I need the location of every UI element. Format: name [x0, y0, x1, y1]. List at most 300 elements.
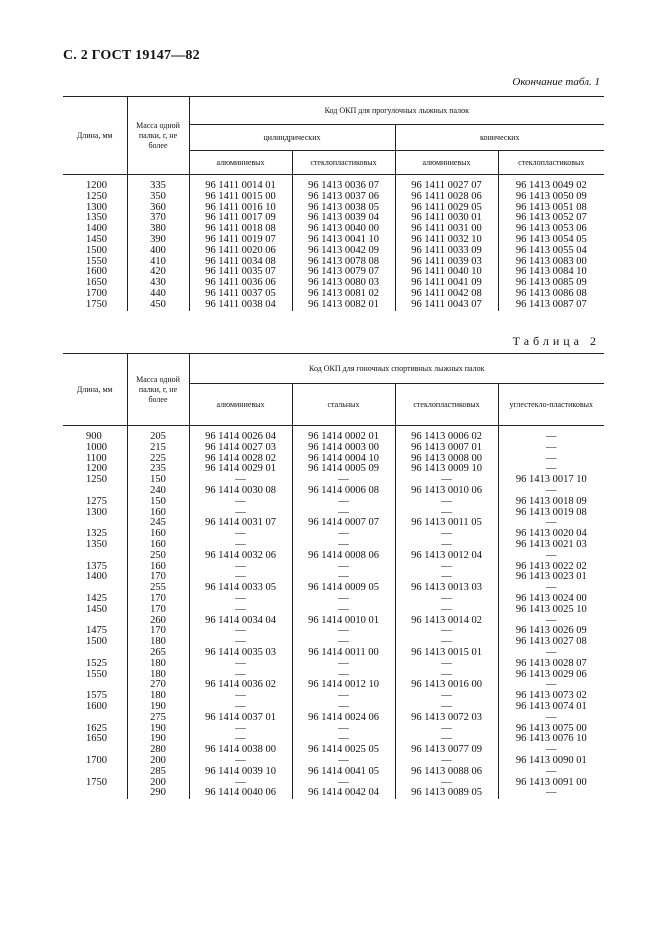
mass-cell: 255: [127, 583, 189, 594]
okp-code-cell: 96 1411 0042 08: [395, 289, 498, 300]
okp-code-cell: —: [292, 778, 395, 789]
okp-code-cell: 96 1414 0025 05: [292, 745, 395, 756]
okp-code-cell: 96 1411 0019 07: [189, 235, 292, 246]
okp-code-cell: 96 1413 0050 09: [498, 192, 604, 203]
okp-code-cell: —: [189, 475, 292, 486]
mass-cell: 170: [127, 605, 189, 616]
mass-cell: 180: [127, 637, 189, 648]
okp-code-cell: 96 1413 0010 06: [395, 486, 498, 497]
okp-code-cell: 96 1411 0018 08: [189, 224, 292, 235]
table1-continuation-note: Окончание табл. 1: [512, 76, 600, 88]
okp-code-cell: —: [189, 724, 292, 735]
mass-cell: 200: [127, 756, 189, 767]
okp-code-cell: 96 1413 0053 06: [498, 224, 604, 235]
okp-code-cell: —: [189, 497, 292, 508]
okp-code-cell: 96 1414 0008 06: [292, 551, 395, 562]
okp-code-cell: 96 1413 0024 00: [498, 594, 604, 605]
mass-cell: 160: [127, 540, 189, 551]
okp-code-cell: 96 1414 0042 04: [292, 788, 395, 799]
length-cell: 1375: [86, 560, 107, 572]
mass-cell: 180: [127, 659, 189, 670]
table2-body: [63, 426, 604, 800]
okp-code-cell: 96 1414 0002 01: [292, 426, 395, 443]
okp-code-cell: 96 1411 0040 10: [395, 267, 498, 278]
okp-code-cell: 96 1413 0012 04: [395, 551, 498, 562]
length-cell: 1250: [86, 190, 107, 202]
okp-code-cell: —: [292, 605, 395, 616]
okp-code-cell: —: [395, 508, 498, 519]
length-cell: 1000: [86, 441, 107, 453]
table1-body: [63, 175, 604, 311]
length-cell: 1650: [86, 733, 107, 745]
okp-code-cell: —: [498, 583, 604, 594]
length-cell: 1300: [86, 201, 107, 213]
mass-cell: 335: [127, 175, 189, 192]
okp-code-cell: —: [395, 637, 498, 648]
okp-code-cell: —: [395, 734, 498, 745]
t2-col-fiberglass: стеклопластиковых: [395, 384, 498, 426]
length-cell: 1400: [86, 223, 107, 235]
okp-code-cell: —: [498, 713, 604, 724]
mass-cell: 380: [127, 224, 189, 235]
okp-code-cell: —: [395, 562, 498, 573]
mass-cell: 200: [127, 778, 189, 789]
okp-code-cell: 96 1413 0018 09: [498, 497, 604, 508]
table-row: [63, 300, 604, 311]
length-cell: 1750: [86, 776, 107, 788]
okp-code-cell: —: [498, 648, 604, 659]
table-row: [63, 551, 604, 562]
t1-col-cyl-fiberglass: стеклопластиковых: [292, 151, 395, 175]
okp-code-cell: 96 1413 0028 07: [498, 659, 604, 670]
length-cell: [63, 713, 127, 724]
okp-code-cell: —: [292, 637, 395, 648]
okp-code-cell: —: [292, 475, 395, 486]
length-cell: 1575: [86, 690, 107, 702]
okp-code-cell: 96 1414 0041 05: [292, 767, 395, 778]
okp-code-cell: —: [189, 691, 292, 702]
okp-code-cell: 96 1413 0088 06: [395, 767, 498, 778]
okp-code-cell: 96 1413 0037 06: [292, 192, 395, 203]
okp-code-cell: —: [395, 594, 498, 605]
mass-cell: 370: [127, 213, 189, 224]
okp-code-cell: 96 1413 0078 08: [292, 257, 395, 268]
okp-code-cell: 96 1413 0082 01: [292, 300, 395, 311]
okp-code-cell: 96 1411 0029 05: [395, 203, 498, 214]
okp-code-cell: 96 1413 0015 01: [395, 648, 498, 659]
mass-cell: 390: [127, 235, 189, 246]
mass-cell: 225: [127, 454, 189, 465]
table-row: [63, 443, 604, 454]
okp-code-cell: —: [189, 562, 292, 573]
length-cell: 1250: [86, 474, 107, 486]
length-cell: 1700: [86, 287, 107, 299]
mass-cell: 150: [127, 497, 189, 508]
okp-code-cell: 96 1411 0035 07: [189, 267, 292, 278]
okp-code-cell: —: [292, 594, 395, 605]
t2-group-title: Код ОКП для гоночных спортивных лыжных палок: [189, 354, 604, 384]
okp-code-cell: —: [189, 626, 292, 637]
okp-code-cell: 96 1414 0026 04: [189, 426, 292, 443]
okp-code-cell: 96 1414 0012 10: [292, 680, 395, 691]
okp-code-cell: 96 1411 0036 06: [189, 278, 292, 289]
mass-cell: 150: [127, 475, 189, 486]
okp-code-cell: 96 1413 0029 06: [498, 670, 604, 681]
okp-code-cell: 96 1413 0020 04: [498, 529, 604, 540]
mass-cell: 160: [127, 562, 189, 573]
mass-cell: 270: [127, 680, 189, 691]
length-cell: 1550: [86, 668, 107, 680]
okp-code-cell: 96 1414 0007 07: [292, 518, 395, 529]
table-row: [63, 426, 604, 443]
length-cell: 1200: [86, 463, 107, 475]
okp-code-cell: 96 1411 0043 07: [395, 300, 498, 311]
mass-cell: 190: [127, 734, 189, 745]
okp-code-cell: —: [292, 572, 395, 583]
okp-code-cell: 96 1413 0011 05: [395, 518, 498, 529]
length-cell: 1475: [86, 625, 107, 637]
length-cell: 1625: [86, 722, 107, 734]
mass-cell: 430: [127, 278, 189, 289]
mass-cell: 180: [127, 691, 189, 702]
length-cell: 900: [86, 431, 102, 442]
okp-code-cell: 96 1414 0024 06: [292, 713, 395, 724]
table-row: [63, 175, 604, 192]
okp-code-cell: 96 1414 0028 02: [189, 454, 292, 465]
t1-sub-conical: конических: [395, 125, 604, 151]
okp-code-cell: 96 1413 0049 02: [498, 175, 604, 192]
table-row: [63, 605, 604, 616]
mass-cell: 450: [127, 300, 189, 311]
table-row: [63, 767, 604, 778]
okp-code-cell: —: [395, 626, 498, 637]
okp-code-cell: 96 1413 0019 08: [498, 508, 604, 519]
t1-col-con-aluminium: алюминиевых: [395, 151, 498, 175]
okp-code-cell: 96 1413 0072 03: [395, 713, 498, 724]
okp-code-cell: —: [292, 497, 395, 508]
okp-code-cell: 96 1413 0076 10: [498, 734, 604, 745]
okp-code-cell: 96 1413 0021 03: [498, 540, 604, 551]
okp-code-cell: 96 1413 0016 00: [395, 680, 498, 691]
okp-code-cell: —: [498, 767, 604, 778]
table2-title: Таблица 2: [512, 334, 600, 348]
okp-code-cell: 96 1413 0077 09: [395, 745, 498, 756]
okp-code-cell: 96 1413 0039 04: [292, 213, 395, 224]
okp-code-cell: 96 1413 0038 05: [292, 203, 395, 214]
okp-code-cell: —: [498, 788, 604, 799]
okp-code-cell: 96 1414 0027 03: [189, 443, 292, 454]
okp-code-cell: —: [189, 529, 292, 540]
okp-code-cell: —: [292, 756, 395, 767]
length-cell: 1100: [86, 452, 107, 464]
okp-code-cell: —: [395, 605, 498, 616]
mass-cell: 420: [127, 267, 189, 278]
t2-col-carbon-fiberglass: углестекло-пластиковых: [498, 384, 604, 426]
okp-code-cell: 96 1413 0006 02: [395, 426, 498, 443]
okp-code-cell: 96 1411 0031 00: [395, 224, 498, 235]
okp-code-cell: 96 1414 0035 03: [189, 648, 292, 659]
okp-code-cell: 96 1413 0090 01: [498, 756, 604, 767]
table-row: [63, 659, 604, 670]
okp-code-cell: —: [395, 540, 498, 551]
okp-code-cell: 96 1414 0004 10: [292, 454, 395, 465]
t1-sub-cylindrical: цилиндрических: [189, 125, 395, 151]
okp-code-cell: 96 1413 0007 01: [395, 443, 498, 454]
mass-cell: 400: [127, 246, 189, 257]
okp-code-cell: 96 1414 0039 10: [189, 767, 292, 778]
okp-code-cell: —: [292, 734, 395, 745]
okp-code-cell: 96 1411 0034 08: [189, 257, 292, 268]
okp-code-cell: 96 1411 0030 01: [395, 213, 498, 224]
length-cell: 1400: [86, 571, 107, 583]
mass-cell: 250: [127, 551, 189, 562]
okp-code-cell: —: [292, 702, 395, 713]
okp-code-cell: 96 1413 0075 00: [498, 724, 604, 735]
table-row: [63, 788, 604, 799]
okp-code-cell: 96 1414 0033 05: [189, 583, 292, 594]
page-header: С. 2 ГОСТ 19147—82: [63, 48, 200, 63]
okp-code-cell: 96 1413 0089 05: [395, 788, 498, 799]
okp-code-cell: 96 1411 0016 10: [189, 203, 292, 214]
okp-code-cell: 96 1414 0031 07: [189, 518, 292, 529]
okp-code-cell: —: [395, 670, 498, 681]
t2-col-mass: Масса одной палки, г, не более: [127, 354, 189, 426]
length-cell: 1600: [86, 266, 107, 278]
okp-code-cell: —: [498, 616, 604, 627]
length-cell: 1700: [86, 754, 107, 766]
mass-cell: 170: [127, 594, 189, 605]
length-cell: 1600: [86, 700, 107, 712]
okp-code-cell: —: [498, 443, 604, 454]
okp-code-cell: 96 1414 0010 01: [292, 616, 395, 627]
okp-code-cell: 96 1413 0022 02: [498, 562, 604, 573]
okp-code-cell: 96 1413 0036 07: [292, 175, 395, 192]
okp-code-cell: —: [395, 702, 498, 713]
okp-code-cell: 96 1414 0036 02: [189, 680, 292, 691]
okp-code-cell: —: [189, 540, 292, 551]
mass-cell: 205: [127, 426, 189, 443]
okp-code-cell: —: [498, 518, 604, 529]
okp-code-cell: —: [395, 497, 498, 508]
okp-code-cell: —: [292, 670, 395, 681]
mass-cell: 275: [127, 713, 189, 724]
length-cell: [63, 788, 127, 799]
okp-code-cell: 96 1413 0054 05: [498, 235, 604, 246]
okp-code-cell: —: [189, 572, 292, 583]
okp-code-cell: 96 1411 0033 09: [395, 246, 498, 257]
mass-cell: 440: [127, 289, 189, 300]
okp-code-cell: 96 1413 0013 03: [395, 583, 498, 594]
table-row: [63, 713, 604, 724]
mass-cell: 235: [127, 464, 189, 475]
okp-code-cell: —: [498, 680, 604, 691]
okp-code-cell: —: [189, 637, 292, 648]
okp-code-cell: 96 1413 0025 10: [498, 605, 604, 616]
okp-code-cell: 96 1413 0080 03: [292, 278, 395, 289]
okp-code-cell: —: [395, 724, 498, 735]
okp-code-cell: 96 1414 0011 00: [292, 648, 395, 659]
okp-code-cell: —: [189, 702, 292, 713]
okp-code-cell: 96 1414 0040 06: [189, 788, 292, 799]
okp-code-cell: 96 1411 0027 07: [395, 175, 498, 192]
okp-code-cell: —: [189, 756, 292, 767]
okp-code-cell: 96 1413 0040 00: [292, 224, 395, 235]
okp-code-cell: 96 1414 0038 00: [189, 745, 292, 756]
t1-col-length: Длина, мм: [63, 97, 127, 175]
okp-code-cell: 96 1413 0042 09: [292, 246, 395, 257]
mass-cell: 410: [127, 257, 189, 268]
okp-code-cell: —: [292, 562, 395, 573]
mass-cell: 290: [127, 788, 189, 799]
okp-code-cell: 96 1413 0079 07: [292, 267, 395, 278]
okp-code-cell: 96 1413 0085 09: [498, 278, 604, 289]
okp-code-cell: —: [189, 734, 292, 745]
okp-code-cell: 96 1411 0028 06: [395, 192, 498, 203]
length-cell: 1425: [86, 592, 107, 604]
okp-code-cell: 96 1413 0014 02: [395, 616, 498, 627]
okp-code-cell: 96 1414 0032 06: [189, 551, 292, 562]
okp-code-cell: 96 1414 0030 08: [189, 486, 292, 497]
okp-code-cell: —: [498, 426, 604, 443]
okp-code-cell: 96 1411 0038 04: [189, 300, 292, 311]
okp-code-cell: 96 1414 0009 05: [292, 583, 395, 594]
length-cell: 1200: [86, 180, 107, 191]
t1-col-cyl-aluminium: алюминиевых: [189, 151, 292, 175]
table-row: [63, 192, 604, 203]
okp-code-cell: 96 1413 0009 10: [395, 464, 498, 475]
okp-code-cell: —: [189, 508, 292, 519]
table1: [63, 96, 604, 311]
mass-cell: 160: [127, 529, 189, 540]
okp-code-cell: —: [395, 756, 498, 767]
length-cell: 1450: [86, 233, 107, 245]
length-cell: 1350: [86, 538, 107, 550]
okp-code-cell: —: [395, 659, 498, 670]
table2: [63, 353, 604, 799]
okp-code-cell: 96 1413 0083 00: [498, 257, 604, 268]
mass-cell: 245: [127, 518, 189, 529]
okp-code-cell: —: [189, 778, 292, 789]
okp-code-cell: —: [395, 691, 498, 702]
okp-code-cell: 96 1413 0023 01: [498, 572, 604, 583]
table-row: [63, 497, 604, 508]
okp-code-cell: —: [498, 551, 604, 562]
okp-code-cell: 96 1413 0087 07: [498, 300, 604, 311]
mass-cell: 260: [127, 616, 189, 627]
length-cell: 1750: [86, 298, 107, 310]
length-cell: 1350: [86, 212, 107, 224]
okp-code-cell: 96 1413 0017 10: [498, 475, 604, 486]
mass-cell: 285: [127, 767, 189, 778]
okp-code-cell: —: [395, 529, 498, 540]
t2-col-length: Длина, мм: [63, 354, 127, 426]
t1-group-title: Код ОКП для прогулочных лыжных палок: [189, 97, 604, 125]
okp-code-cell: 96 1411 0032 10: [395, 235, 498, 246]
t2-col-aluminium: алюминиевых: [189, 384, 292, 426]
length-cell: 1325: [86, 528, 107, 540]
okp-code-cell: —: [498, 454, 604, 465]
okp-code-cell: —: [292, 529, 395, 540]
mass-cell: 240: [127, 486, 189, 497]
mass-cell: 190: [127, 724, 189, 735]
okp-code-cell: —: [292, 691, 395, 702]
okp-code-cell: —: [292, 724, 395, 735]
okp-code-cell: —: [292, 626, 395, 637]
okp-code-cell: —: [395, 778, 498, 789]
okp-code-cell: 96 1411 0039 03: [395, 257, 498, 268]
okp-code-cell: —: [189, 670, 292, 681]
okp-code-cell: —: [292, 540, 395, 551]
okp-code-cell: 96 1411 0015 00: [189, 192, 292, 203]
okp-code-cell: —: [189, 659, 292, 670]
okp-code-cell: —: [395, 475, 498, 486]
length-cell: 1525: [86, 657, 107, 669]
okp-code-cell: 96 1413 0008 00: [395, 454, 498, 465]
okp-code-cell: 96 1413 0027 08: [498, 637, 604, 648]
okp-code-cell: 96 1413 0073 02: [498, 691, 604, 702]
length-cell: 1300: [86, 506, 107, 518]
mass-cell: 170: [127, 626, 189, 637]
okp-code-cell: 96 1414 0034 04: [189, 616, 292, 627]
okp-code-cell: 96 1413 0052 07: [498, 213, 604, 224]
okp-code-cell: 96 1414 0003 00: [292, 443, 395, 454]
okp-code-cell: 96 1414 0037 01: [189, 713, 292, 724]
mass-cell: 180: [127, 670, 189, 681]
mass-cell: 280: [127, 745, 189, 756]
okp-code-cell: 96 1413 0026 09: [498, 626, 604, 637]
okp-code-cell: —: [395, 572, 498, 583]
mass-cell: 265: [127, 648, 189, 659]
okp-code-cell: 96 1413 0051 08: [498, 203, 604, 214]
okp-code-cell: 96 1413 0084 10: [498, 267, 604, 278]
okp-code-cell: 96 1413 0055 04: [498, 246, 604, 257]
t2-col-steel: стальных: [292, 384, 395, 426]
length-cell: 1275: [86, 495, 107, 507]
length-cell: 1450: [86, 603, 107, 615]
okp-code-cell: 96 1411 0014 01: [189, 175, 292, 192]
length-cell: 1500: [86, 244, 107, 256]
okp-code-cell: —: [498, 745, 604, 756]
mass-cell: 170: [127, 572, 189, 583]
okp-code-cell: 96 1413 0074 01: [498, 702, 604, 713]
mass-cell: 190: [127, 702, 189, 713]
okp-code-cell: —: [189, 594, 292, 605]
okp-code-cell: —: [292, 508, 395, 519]
mass-cell: 160: [127, 508, 189, 519]
mass-cell: 215: [127, 443, 189, 454]
okp-code-cell: 96 1411 0041 09: [395, 278, 498, 289]
t1-col-con-fiberglass: стеклопластиковых: [498, 151, 604, 175]
okp-code-cell: 96 1414 0005 09: [292, 464, 395, 475]
table-row: [63, 246, 604, 257]
okp-code-cell: —: [498, 464, 604, 475]
okp-code-cell: —: [498, 486, 604, 497]
okp-code-cell: 96 1411 0020 06: [189, 246, 292, 257]
okp-code-cell: —: [189, 605, 292, 616]
okp-code-cell: 96 1411 0037 05: [189, 289, 292, 300]
okp-code-cell: 96 1413 0041 10: [292, 235, 395, 246]
length-cell: 1550: [86, 255, 107, 267]
okp-code-cell: 96 1414 0006 08: [292, 486, 395, 497]
length-cell: 1500: [86, 636, 107, 648]
okp-code-cell: —: [292, 659, 395, 670]
length-cell: [63, 551, 127, 562]
length-cell: 1650: [86, 277, 107, 289]
okp-code-cell: 96 1413 0081 02: [292, 289, 395, 300]
okp-code-cell: 96 1413 0091 00: [498, 778, 604, 789]
okp-code-cell: 96 1413 0086 08: [498, 289, 604, 300]
okp-code-cell: 96 1411 0017 09: [189, 213, 292, 224]
